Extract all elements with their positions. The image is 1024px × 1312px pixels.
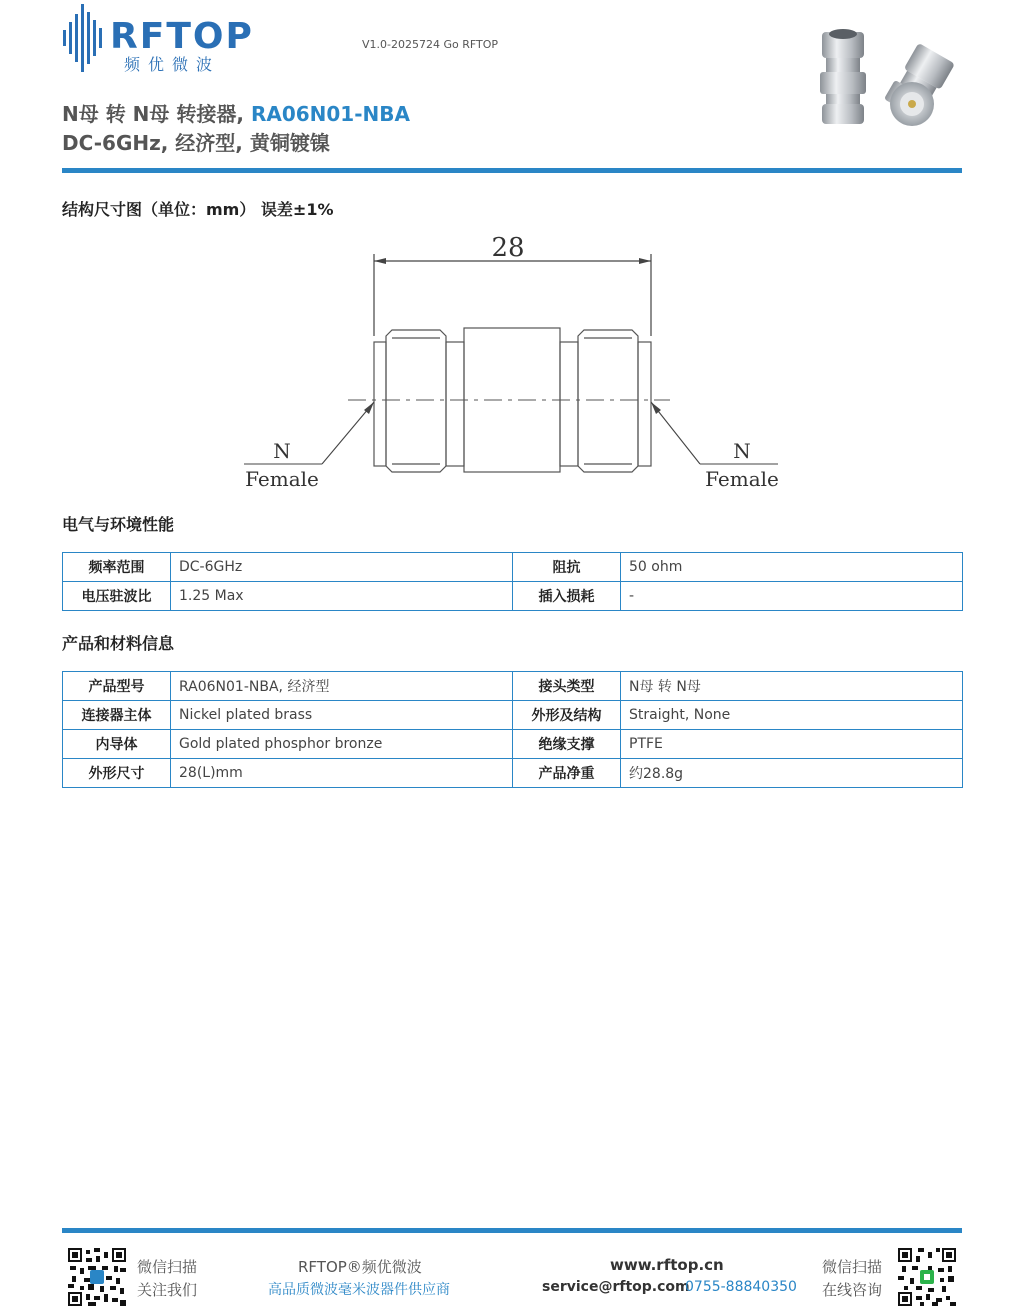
right-face (638, 342, 651, 466)
table-row (63, 672, 963, 701)
spec-key: 外形尺寸 (63, 759, 171, 788)
product-heading: 产品和材料信息 (62, 634, 175, 653)
spec-key: 插入损耗 (513, 582, 621, 611)
logo-chinese-name: 频优微波 (124, 55, 221, 74)
product-photo (808, 26, 964, 132)
product-title (62, 98, 410, 127)
spec-key: 连接器主体 (63, 701, 171, 730)
spec-key: 电压驻波比 (63, 582, 171, 611)
spec-value: - (621, 582, 963, 611)
table-row (63, 553, 963, 582)
spec-key: 阻抗 (513, 553, 621, 582)
spec-key: 外形及结构 (513, 701, 621, 730)
footer-consult-line2: 在线咨询 (822, 1281, 883, 1299)
electrical-table (62, 552, 963, 611)
footer-follow-line2: 关注我们 (137, 1281, 198, 1299)
spec-key: 频率范围 (63, 553, 171, 582)
spec-value: 约28.8g (621, 759, 963, 788)
spec-value: Gold plated phosphor bronze (171, 730, 513, 759)
wechat-follow-qr-icon[interactable] (68, 1248, 126, 1306)
spec-value: RA06N01-NBA, 经济型 (171, 672, 513, 701)
footer-follow-line1: 微信扫描 (137, 1258, 198, 1276)
arrow-left-icon (374, 258, 386, 264)
electrical-heading: 电气与环境性能 (62, 515, 175, 534)
footer-slogan: 高品质微波毫米波器件供应商 (268, 1282, 450, 1298)
right-neck (560, 342, 578, 466)
version-label: V1.0-2025724 Go RFTOP (362, 38, 499, 51)
spec-value: Straight, None (621, 701, 963, 730)
wechat-consult-qr-icon[interactable] (898, 1248, 956, 1306)
spec-key: 绝缘支撑 (513, 730, 621, 759)
footer-website[interactable]: www.rftop.cn (610, 1256, 724, 1274)
spec-key: 内导体 (63, 730, 171, 759)
left-neck (446, 342, 464, 466)
left-label-bottom: Female (245, 467, 319, 491)
rftop-logo (62, 2, 272, 74)
title-prefix: N母 转 N母 转接器, (62, 102, 251, 126)
footer-brand: RFTOP®频优微波 (298, 1258, 422, 1276)
spec-value: 1.25 Max (171, 582, 513, 611)
spec-value: 28(L)mm (171, 759, 513, 788)
spec-key: 产品净重 (513, 759, 621, 788)
spec-value: N母 转 N母 (621, 672, 963, 701)
spec-value: DC-6GHz (171, 553, 513, 582)
table-row (63, 730, 963, 759)
left-nut (386, 330, 446, 472)
right-nut (578, 330, 638, 472)
spec-value: Nickel plated brass (171, 701, 513, 730)
footer-consult-line1: 微信扫描 (822, 1258, 883, 1276)
footer-divider (62, 1228, 962, 1233)
product-subtitle: DC-6GHz, 经济型, 黄铜镀镍 (62, 131, 330, 155)
dimension-value: 28 (491, 233, 525, 263)
logo-waveform-icon (62, 2, 112, 74)
logo-wordmark: RFTOP (110, 16, 254, 57)
right-label-bottom: Female (705, 467, 779, 491)
product-table (62, 671, 963, 788)
left-face (374, 342, 386, 466)
header-divider (62, 168, 962, 173)
right-label-top: N (733, 439, 751, 463)
footer-phone[interactable]: 0755-88840350 (685, 1279, 797, 1295)
drawing-heading: 结构尺寸图（单位：mm） 误差±1% (62, 200, 334, 219)
table-row (63, 759, 963, 788)
table-row (63, 582, 963, 611)
model-number: RA06N01-NBA (250, 102, 410, 126)
table-row (63, 701, 963, 730)
spec-value: PTFE (621, 730, 963, 759)
dimension-drawing (230, 228, 790, 500)
spec-value: 50 ohm (621, 553, 963, 582)
left-label-top: N (273, 439, 291, 463)
spec-key: 接头类型 (513, 672, 621, 701)
footer-email[interactable]: service@rftop.com (542, 1279, 690, 1295)
arrow-right-icon (639, 258, 651, 264)
spec-key: 产品型号 (63, 672, 171, 701)
